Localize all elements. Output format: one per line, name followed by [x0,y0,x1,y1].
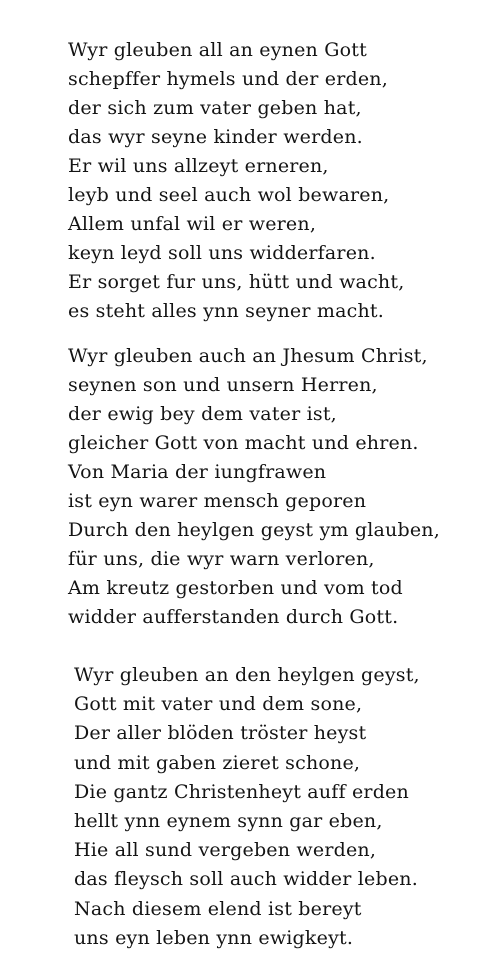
verse-line: Von Maria der iungfrawen [68,461,327,483]
stanza-1 [68,36,404,326]
verse-line: Am kreutz gestorben und vom tod [68,577,403,599]
verse-line: hellt ynn eynem synn gar eben, [74,809,383,832]
verse-line: Hie all sund vergeben werden, [74,839,377,862]
stanza-3 [74,661,420,953]
verse-line: keyn leyd soll uns widderfaren. [68,242,376,264]
verse-line: der sich zum vater geben hat, [68,97,362,119]
stanza-2 [68,342,440,632]
verse-line: Wyr gleuben auch an Jhesum Christ, [68,345,428,367]
verse-line: leyb und seel auch wol bewaren, [68,184,390,206]
verse-line: das fleysch soll auch widder leben. [74,868,418,891]
verse-line: widder aufferstanden durch Gott. [68,606,399,628]
verse-line: Wyr gleuben all an eynen Gott [68,39,367,61]
verse-line: schepffer hymels und der erden, [68,68,388,90]
verse-line: gleicher Gott von macht und ehren. [68,432,419,454]
verse-line: das wyr seyne kinder werden. [68,126,363,148]
verse-line: der ewig bey dem vater ist, [68,403,337,425]
verse-line: Wyr gleuben an den heylgen geyst, [74,664,420,686]
verse-line: und mit gaben zieret schone, [74,751,361,774]
verse-line: es steht alles ynn seyner macht. [68,300,384,322]
verse-line: seynen son und unsern Herren, [68,374,378,396]
verse-line: Der aller blöden tröster heyst [74,722,367,745]
verse-line: Er wil uns allzeyt erneren, [68,155,329,177]
verse-line: Allem unfal wil er weren, [68,213,317,235]
verse-line: Gott mit vater und dem sone, [74,693,363,716]
verse-line: für uns, die wyr warn verloren, [68,548,375,570]
verse-line: uns eyn leben ynn ewigkeyt. [74,926,354,949]
verse-line: Die gantz Christenheyt auff erden [74,780,409,803]
verse-line: Nach diesem elend ist bereyt [74,897,362,920]
verse-line: ist eyn warer mensch geporen [68,490,367,512]
verse-line: Er sorget fur uns, hütt und wacht, [68,271,405,293]
verse-line: Durch den heylgen geyst ym glauben, [68,519,440,541]
